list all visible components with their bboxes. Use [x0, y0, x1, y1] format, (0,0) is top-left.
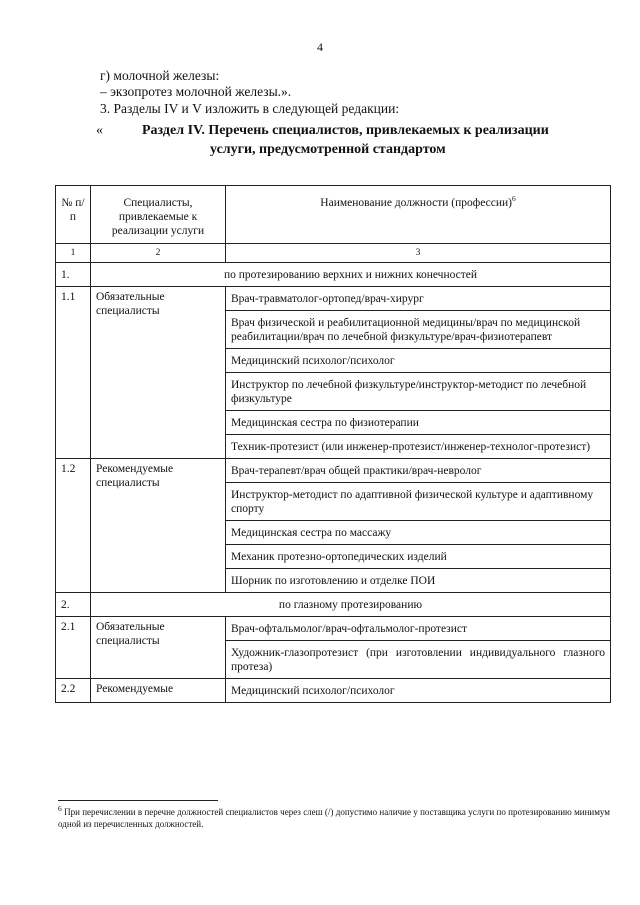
opening-quote: «: [96, 123, 103, 138]
table-row: [56, 459, 611, 483]
section-num: 1.: [56, 263, 91, 287]
table-row: [56, 679, 611, 703]
position-cell: Инструктор по лечебной физкультуре/инструктор-методист по лечебной физкультуре: [226, 373, 611, 411]
header-position-text: Наименование должности (профессии): [320, 197, 512, 209]
group-label: Рекомендуемые специалисты: [91, 459, 226, 593]
section-title: по глазному протезированию: [91, 593, 611, 617]
position-cell: Техник-протезист (или инженер-протезист/инженер-технолог-протезист): [226, 435, 611, 459]
section-num: 2.: [56, 593, 91, 617]
position-cell: Механик протезно-ортопедических изделий: [226, 545, 611, 569]
col-number-3: 3: [226, 244, 611, 263]
group-label: Обязательные специалисты: [91, 287, 226, 459]
position-cell: Медицинская сестра по массажу: [226, 521, 611, 545]
header-position: [226, 186, 611, 244]
heading-line-2: услуги, предусмотренной стандартом: [210, 142, 446, 157]
heading-line-1: Раздел IV. Перечень специалистов, привлекаемых к реализации: [142, 123, 549, 138]
position-cell: Медицинский психолог/психолог: [226, 349, 611, 373]
column-number-row: [56, 244, 611, 263]
table-row: [56, 617, 611, 641]
footnote-text: При перечислении в перечне должностей специалистов через слеш (/) допустимо наличие у поставщика услуги по протезированию минимум одной из перечисленных должностей.: [58, 807, 610, 829]
footnote-mark: 6: [58, 804, 62, 813]
table-row: [56, 287, 611, 311]
page-number: 4: [317, 40, 323, 54]
group-num: 2.2: [56, 679, 91, 703]
position-cell: Инструктор-методист по адаптивной физической культуре и адаптивному спорту: [226, 483, 611, 521]
position-cell: Медицинский психолог/психолог: [226, 679, 611, 703]
section-row-2: [56, 593, 611, 617]
intro-line-3: 3. Разделы IV и V изложить в следующей редакции:: [100, 101, 400, 116]
footnote-divider: [58, 800, 218, 801]
position-cell: Врач-офтальмолог/врач-офтальмолог-протезист: [226, 617, 611, 641]
group-num: 1.2: [56, 459, 91, 593]
position-cell: Врач-терапевт/врач общей практики/врач-невролог: [226, 459, 611, 483]
col-number-2: 2: [91, 244, 226, 263]
footnote-ref: 6: [511, 194, 516, 204]
position-cell: Врач-травматолог-ортопед/врач-хирург: [226, 287, 611, 311]
position-cell: Шорник по изготовлению и отделке ПОИ: [226, 569, 611, 593]
position-cell: Художник-глазопротезист (при изготовлении индивидуального глазного протеза): [226, 641, 611, 679]
footnote: [58, 806, 610, 830]
group-num: 2.1: [56, 617, 91, 679]
position-cell: Врач физической и реабилитационной медицины/врач по медицинской реабилитации/врач по лечебной физкультуре/врач-физиотерапевт: [226, 311, 611, 349]
intro-line-1: г) молочной железы:: [100, 68, 220, 83]
group-label: Обязательные специалисты: [91, 617, 226, 679]
header-specialists: Специалисты, привлекаемые к реализации услуги: [91, 186, 226, 244]
section-title: по протезированию верхних и нижних конечностей: [91, 263, 611, 287]
group-label: Рекомендуемые: [91, 679, 226, 703]
group-num: 1.1: [56, 287, 91, 459]
header-num: № п/п: [56, 186, 91, 244]
table-header-row: [56, 186, 611, 244]
position-cell: Медицинская сестра по физиотерапии: [226, 411, 611, 435]
section-row-1: [56, 263, 611, 287]
intro-line-2: – экзопротез молочной железы.».: [100, 84, 292, 99]
specialists-table: [55, 185, 611, 703]
col-number-1: 1: [56, 244, 91, 263]
